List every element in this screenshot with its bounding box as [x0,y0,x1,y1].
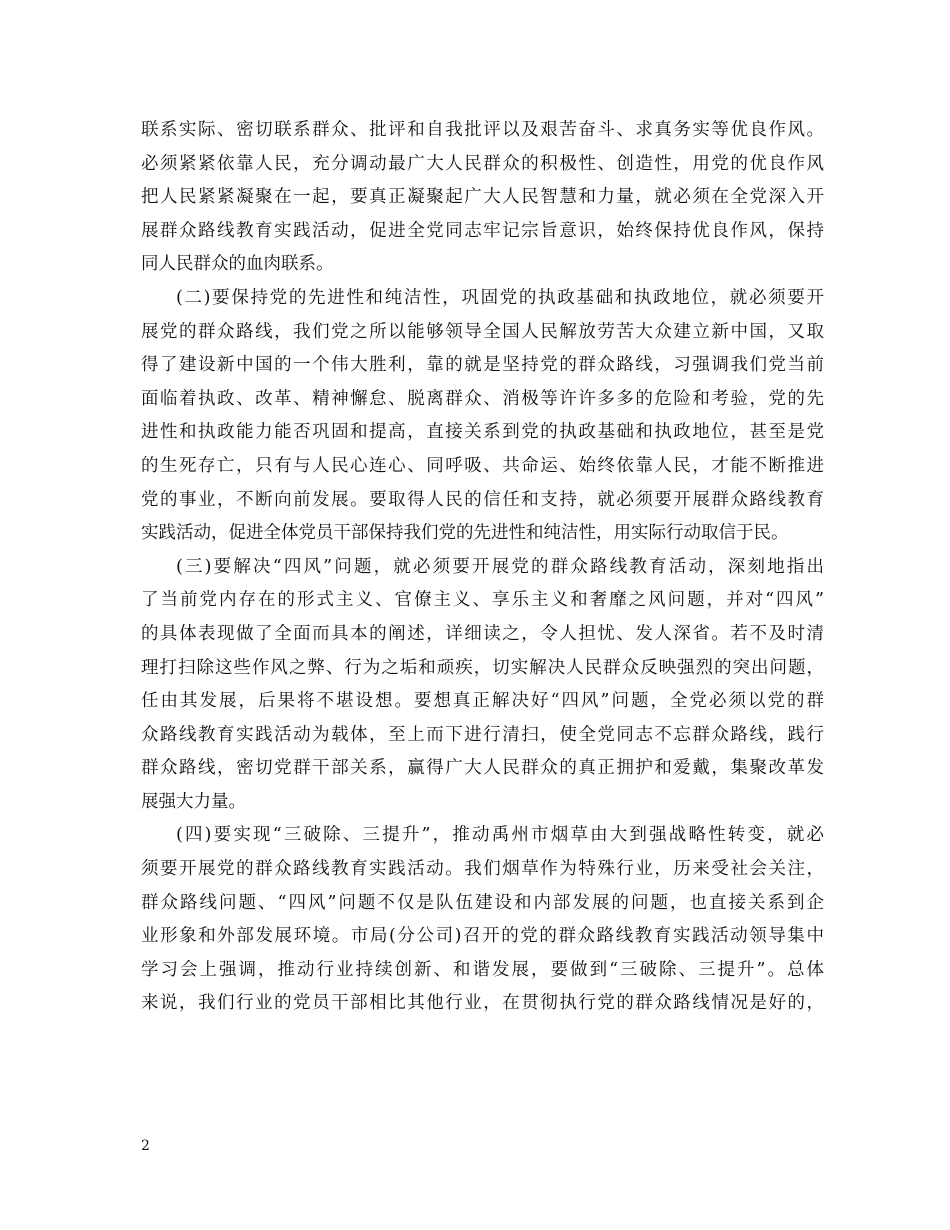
text-line: 学习会上强调，推动行业持续创新、和谐发展，要做到“三破除、三提升”。总体 [141,959,824,980]
text-line: 进性和执政能力能否巩固和提高，直接关系到党的执政基础和执政地位，甚至是党 [141,422,824,443]
paragraph [141,114,824,282]
text-line: 的具体表现做了全面而具本的阐述，详细读之，令人担忧、发人深省。若不及时清 [141,623,824,644]
text-line: 展强大力量。 [141,791,246,812]
text-line: 展群众路线教育实践活动，促进全党同志牢记宗旨意识，始终保持优良作风，保持 [141,220,824,241]
text-line: (三)要解决“四风”问题，就必须要开展党的群众路线教育活动，深刻地指出 [176,556,824,577]
text-line: (四)要实现“三破除、三提升”，推动禹州市烟草由大到强战略性转变，就必 [176,825,824,846]
text-line: 群众路线，密切党群干部关系，赢得广大人民群众的真正拥护和爱戴，集聚改革发 [141,758,824,779]
page-number: 2 [141,1138,150,1154]
text-line: 同人民群众的血肉联系。 [141,254,334,275]
paragraph [141,819,824,1021]
text-line: 实践活动，促进全体党员干部保持我们党的先进性和纯洁性，用实际行动取信于民。 [141,523,789,544]
text-line: 来说，我们行业的党员干部相比其他行业，在贯彻执行党的群众路线情况是好的， [141,993,824,1014]
text-line: (二)要保持党的先进性和纯洁性，巩固党的执政基础和执政地位，就必须要开 [176,287,824,308]
text-line: 联系实际、密切联系群众、批评和自我批评以及艰苦奋斗、求真务实等优良作风。 [141,120,824,140]
text-line: 得了建设新中国的一个伟大胜利，靠的就是坚持党的群众路线，习强调我们党当前 [141,355,824,376]
text-line: 众路线教育实践活动为载体，至上而下进行清扫，使全党同志不忘群众路线，践行 [141,724,824,745]
text-line: 展党的群众路线，我们党之所以能够领导全国人民解放劳苦大众建立新中国，又取 [141,321,824,342]
body-text [141,114,824,1021]
text-line: 理打扫除这些作风之弊、行为之垢和顽疾，切实解决人民群众反映强烈的突出问题， [141,657,824,678]
text-line: 面临着执政、改革、精神懈怠、脱离群众、消极等许许多多的危险和考验，党的先 [141,388,824,409]
text-line: 的生死存亡，只有与人民心连心、同呼吸、共命运、始终依靠人民，才能不断推进 [141,455,824,476]
text-line: 党的事业，不断向前发展。要取得人民的信任和支持，就必须要开展群众路线教育 [141,489,824,510]
text-line: 业形象和外部发展环境。市局(分公司)召开的党的群众路线教育实践活动领导集中 [141,926,824,947]
paragraph [141,551,824,820]
text-line: 须要开展党的群众路线教育实践活动。我们烟草作为特殊行业，历来受社会关注， [141,859,824,880]
text-line: 把人民紧紧凝聚在一起，要真正凝聚起广大人民智慧和力量，就必须在全党深入开 [141,187,824,208]
text-line: 必须紧紧依靠人民，充分调动最广大人民群众的积极性、创造性，用党的优良作风 [141,153,824,174]
text-line: 群众路线问题、“四风”问题不仅是队伍建设和内部发展的问题，也直接关系到企 [141,892,824,913]
text-line: 了当前党内存在的形式主义、官僚主义、享乐主义和奢靡之风问题，并对“四风” [141,590,824,611]
text-line: 任由其发展，后果将不堪设想。要想真正解决好“四风”问题，全党必须以党的群 [141,691,824,712]
paragraph [141,282,824,551]
